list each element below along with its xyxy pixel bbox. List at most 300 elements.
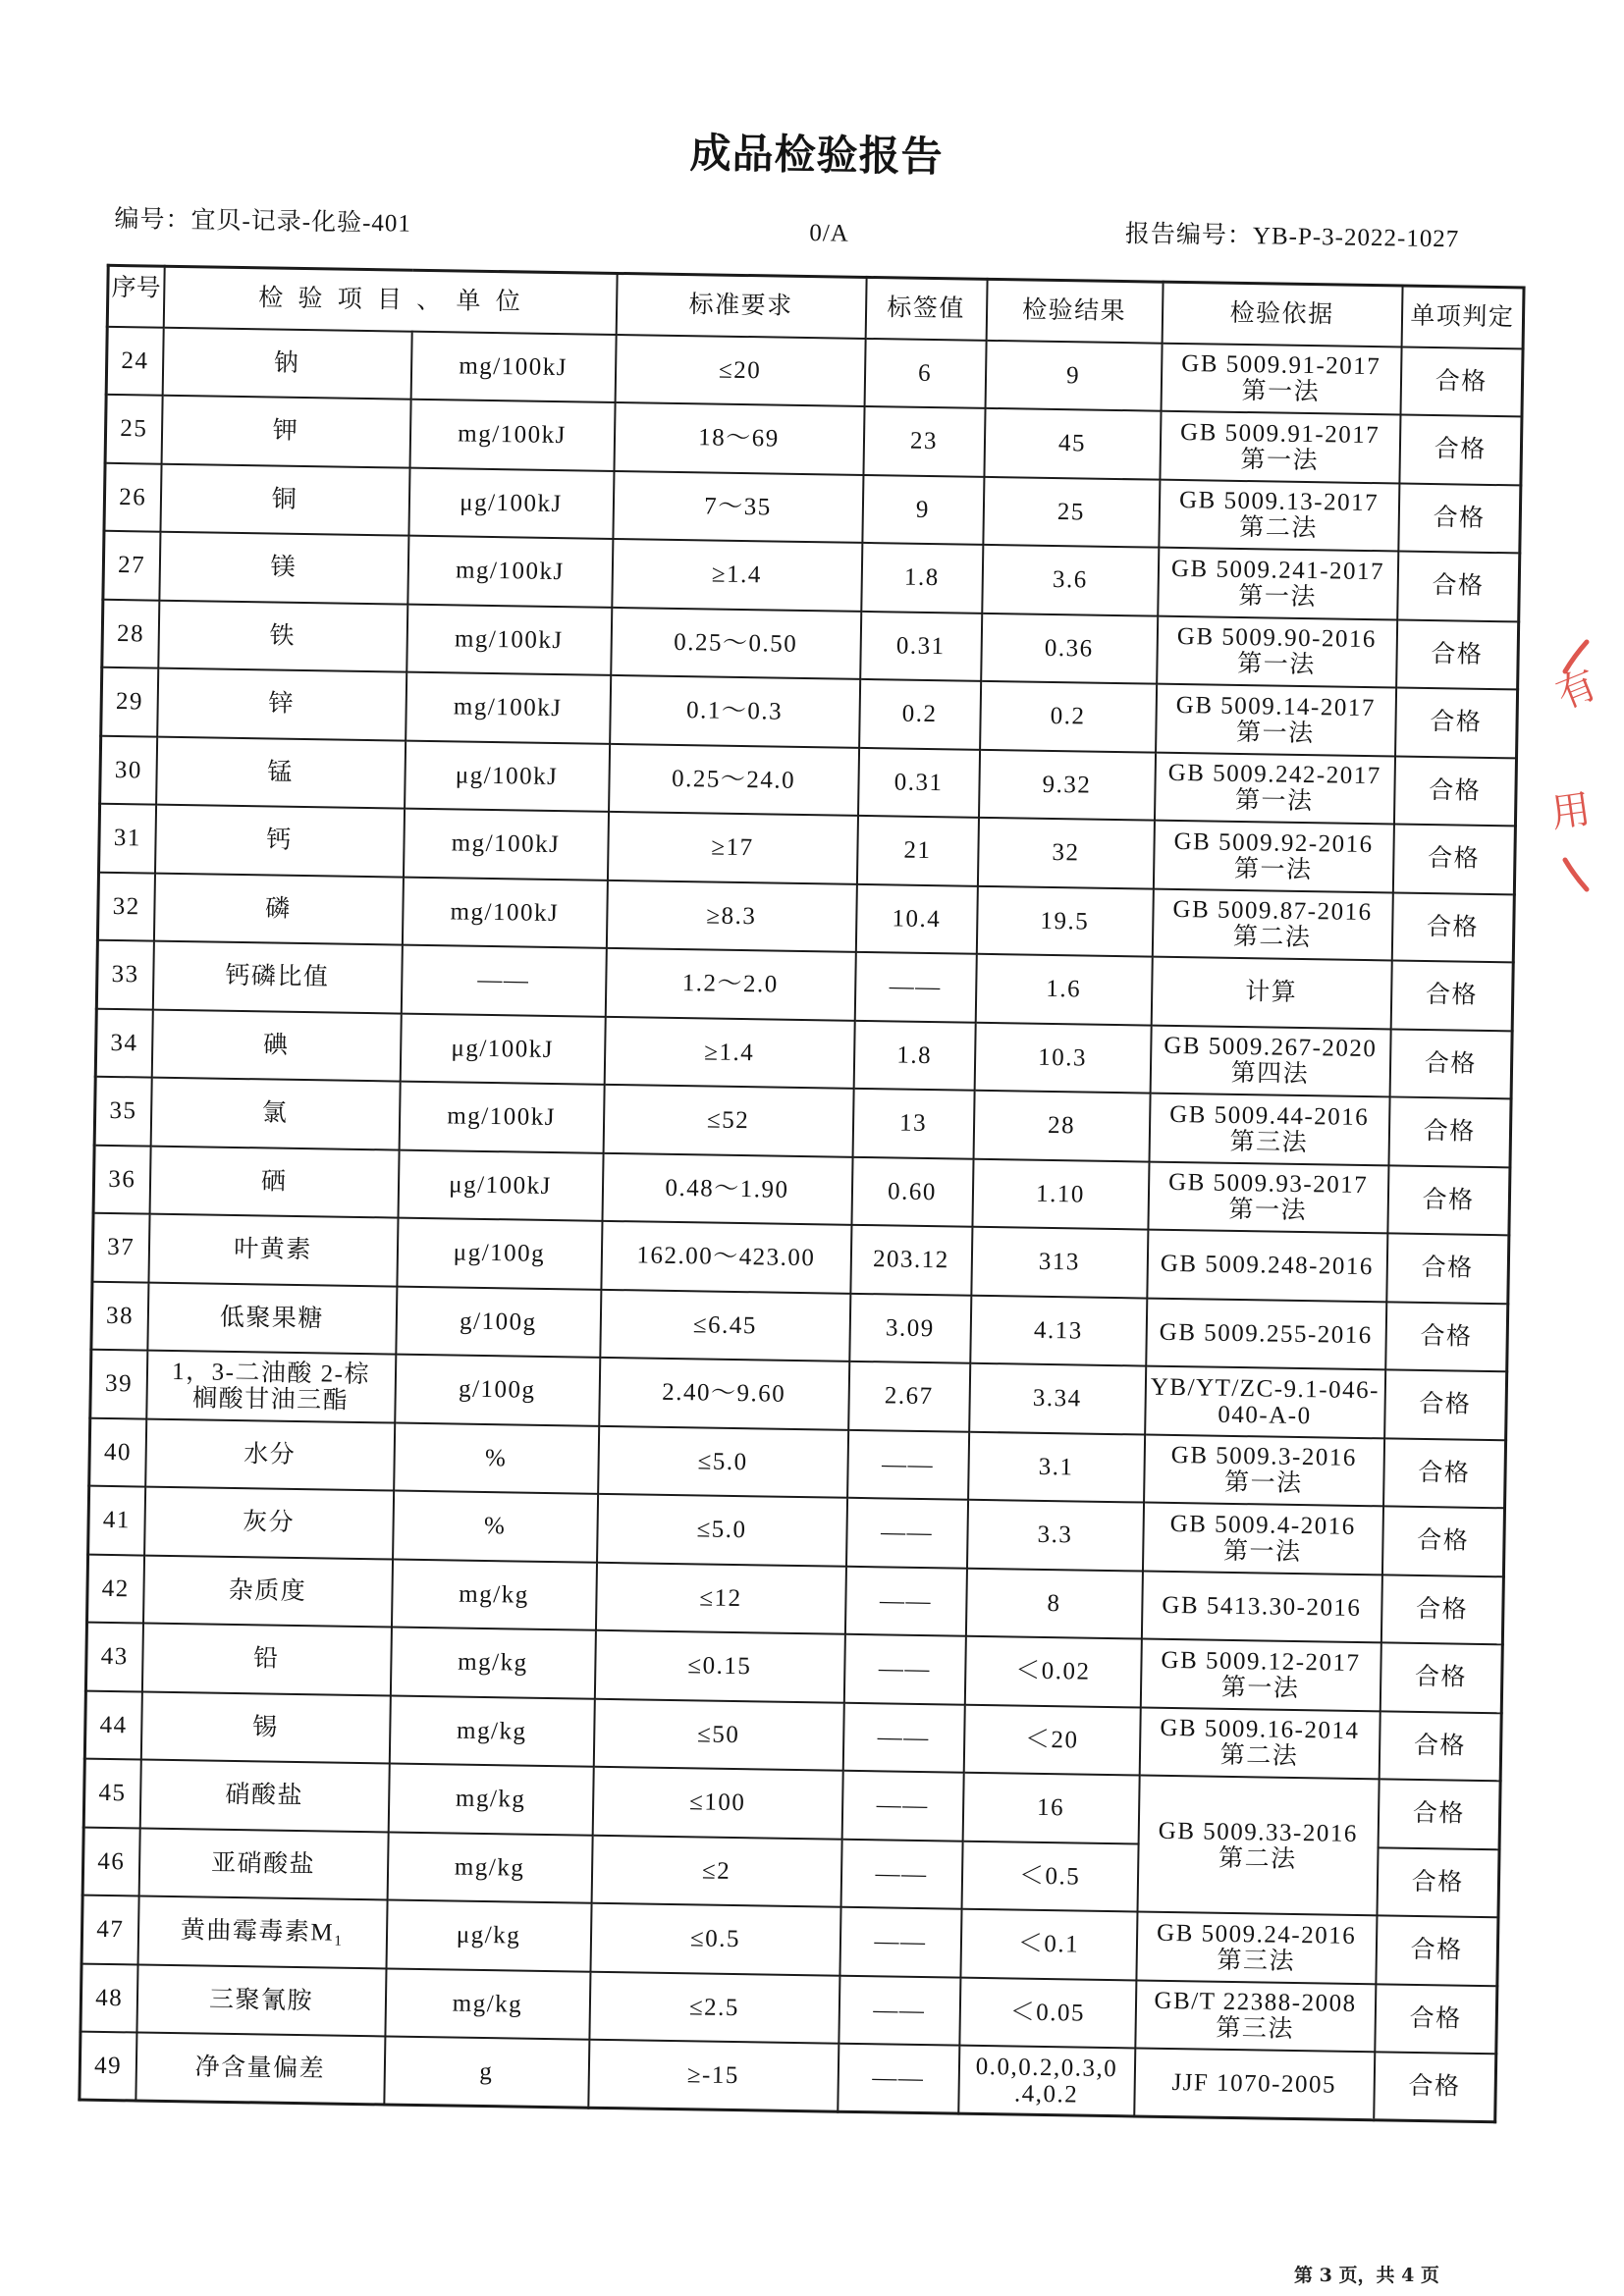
unit-text: mg/100kJ bbox=[455, 557, 565, 586]
seq-cell bbox=[104, 462, 161, 531]
unit-text: % bbox=[484, 1444, 508, 1472]
label-value: —— bbox=[874, 1928, 927, 1956]
unit-cell bbox=[387, 1832, 592, 1903]
standard-cell bbox=[613, 470, 863, 542]
label-value-cell bbox=[839, 1907, 961, 1977]
standard-requirement: 1.2～2.0 bbox=[681, 970, 780, 998]
label-value-cell bbox=[864, 338, 986, 407]
standard-cell bbox=[599, 1358, 849, 1429]
test-method: 第一法 bbox=[1228, 1197, 1308, 1225]
verdict-text: 合格 bbox=[1412, 1800, 1466, 1828]
verdict-cell bbox=[1384, 1369, 1507, 1439]
seq-cell bbox=[89, 1417, 146, 1486]
seq-number: 31 bbox=[113, 825, 142, 852]
seq-number: 25 bbox=[120, 415, 148, 443]
test-result: ＜0.05 bbox=[1009, 1999, 1086, 2027]
item-cell bbox=[139, 1760, 389, 1832]
item-name: 锰 bbox=[267, 759, 295, 786]
test-method: 第一法 bbox=[1220, 1674, 1300, 1702]
label-value-cell bbox=[840, 1839, 962, 1908]
test-method: GB 5009.241-2017 bbox=[1170, 555, 1385, 586]
item-name: 灰分 bbox=[242, 1509, 296, 1537]
verdict-cell bbox=[1385, 1302, 1508, 1371]
test-method: GB 5009.242-2017 bbox=[1167, 760, 1381, 790]
unit-cell bbox=[410, 331, 616, 402]
test-method: GB 5009.16-2014 bbox=[1160, 1715, 1360, 1745]
basis-cell bbox=[1135, 1980, 1376, 2052]
label-value: —— bbox=[877, 1724, 930, 1751]
item-cell bbox=[151, 1009, 401, 1081]
basis-cell bbox=[1150, 1025, 1390, 1096]
label-value: 1.8 bbox=[896, 1041, 933, 1069]
unit-cell bbox=[390, 1628, 595, 1699]
label-value-cell bbox=[853, 1020, 975, 1090]
standard-requirement: ≥17 bbox=[711, 833, 754, 862]
item-cell bbox=[145, 1418, 395, 1490]
result-cell bbox=[985, 340, 1162, 410]
basis-cell bbox=[1136, 1911, 1377, 1983]
seq-number: 28 bbox=[116, 619, 145, 648]
result-cell bbox=[972, 1158, 1149, 1229]
seq-number: 33 bbox=[111, 961, 139, 988]
label-value: 0.2 bbox=[901, 700, 938, 728]
label-value-cell bbox=[847, 1429, 969, 1499]
test-method: GB/T 22388-2008 bbox=[1154, 1988, 1357, 2018]
basis-cell bbox=[1144, 1434, 1384, 1506]
seq-number: 24 bbox=[121, 347, 149, 375]
unit-cell bbox=[389, 1695, 594, 1767]
seq-number: 27 bbox=[117, 552, 146, 579]
report-number-value: YB-P-3-2022-1027 bbox=[1252, 223, 1460, 253]
verdict-text: 合格 bbox=[1426, 913, 1480, 941]
seq-cell bbox=[99, 804, 156, 873]
standard-requirement: ≥1.4 bbox=[704, 1039, 755, 1066]
standard-requirement: 7～35 bbox=[703, 493, 772, 521]
test-result: 1.6 bbox=[1046, 976, 1082, 1003]
seq-cell bbox=[102, 599, 159, 667]
standard-cell bbox=[614, 402, 864, 474]
unit-text: mg/100kJ bbox=[454, 625, 564, 654]
result-cell bbox=[958, 2046, 1135, 2116]
item-name: 黄曲霉毒素M₁ bbox=[180, 1917, 345, 1948]
item-name: 镁 bbox=[270, 554, 298, 582]
standard-cell bbox=[597, 1494, 847, 1566]
unit-cell bbox=[401, 945, 606, 1017]
verdict-text: 合格 bbox=[1414, 1664, 1468, 1691]
standard-cell bbox=[606, 880, 856, 951]
item-name: 磷 bbox=[264, 895, 292, 923]
unit-cell bbox=[398, 1149, 603, 1221]
unit-text: g bbox=[479, 2057, 494, 2086]
seq-cell bbox=[93, 1145, 150, 1213]
basis-cell bbox=[1148, 1161, 1388, 1233]
label-value: 0.31 bbox=[895, 632, 946, 660]
unit-cell bbox=[391, 1559, 596, 1630]
standard-cell bbox=[609, 743, 859, 815]
test-result: 8 bbox=[1047, 1589, 1061, 1617]
unit-text: g/100g bbox=[458, 1375, 536, 1405]
label-value-cell bbox=[850, 1225, 972, 1295]
item-cell bbox=[158, 600, 407, 671]
standard-cell bbox=[592, 1767, 842, 1839]
label-value: 1.8 bbox=[903, 563, 940, 592]
result-cell bbox=[977, 818, 1154, 888]
unit-text: μg/100g bbox=[453, 1239, 546, 1268]
verdict-text: 合格 bbox=[1409, 2004, 1462, 2033]
seq-cell bbox=[82, 1827, 139, 1896]
seq-number: 46 bbox=[97, 1847, 126, 1876]
label-value: —— bbox=[878, 1655, 932, 1683]
test-result: 9.32 bbox=[1042, 771, 1092, 799]
test-method: 第一法 bbox=[1235, 719, 1315, 747]
unit-text: mg/kg bbox=[455, 1785, 526, 1813]
test-result: ＜0.02 bbox=[1015, 1657, 1091, 1685]
verdict-text: 合格 bbox=[1418, 1459, 1471, 1487]
seq-number: 42 bbox=[101, 1575, 131, 1603]
standard-cell bbox=[612, 539, 862, 611]
unit-text: μg/100kJ bbox=[455, 762, 559, 790]
basis-cell bbox=[1160, 411, 1400, 483]
test-result: 3.1 bbox=[1038, 1453, 1074, 1481]
item-name: 亚硝酸盐 bbox=[210, 1849, 316, 1879]
unit-cell bbox=[397, 1218, 602, 1290]
unit-cell bbox=[388, 1763, 593, 1835]
inspection-table bbox=[78, 264, 1525, 2123]
verdict-text: 合格 bbox=[1429, 776, 1482, 805]
standard-cell bbox=[594, 1630, 844, 1702]
seq-cell bbox=[83, 1759, 140, 1828]
unit-cell bbox=[386, 1899, 591, 1971]
test-method: 第三法 bbox=[1217, 1947, 1296, 1975]
seq-number: 34 bbox=[110, 1029, 138, 1057]
test-method: 第一法 bbox=[1223, 1469, 1303, 1498]
item-cell bbox=[144, 1487, 394, 1559]
label-value: 9 bbox=[915, 496, 931, 523]
seq-cell bbox=[91, 1281, 148, 1350]
unit-cell bbox=[394, 1422, 599, 1494]
label-value-cell bbox=[839, 1975, 960, 2045]
unit-text: mg/100kJ bbox=[459, 352, 568, 381]
label-value: —— bbox=[879, 1587, 933, 1615]
verdict-cell bbox=[1389, 1029, 1512, 1098]
header-item-unit: 检 验 项 目 、 单 位 bbox=[163, 266, 617, 334]
basis-cell bbox=[1147, 1230, 1387, 1302]
test-result: 3.6 bbox=[1052, 566, 1088, 594]
standard-cell bbox=[600, 1289, 850, 1361]
unit-text: μg/100kJ bbox=[451, 1035, 555, 1063]
basis-cell bbox=[1140, 1639, 1380, 1711]
label-value: 13 bbox=[898, 1109, 928, 1138]
item-cell bbox=[152, 941, 402, 1013]
item-cell bbox=[141, 1624, 391, 1695]
test-method: GB 5009.92-2016 bbox=[1173, 828, 1374, 858]
report-sheet bbox=[78, 117, 1525, 2131]
test-method: GB 5009.13-2017 bbox=[1178, 487, 1380, 517]
record-number-value: 宜贝-记录-化验-401 bbox=[190, 207, 412, 238]
unit-cell bbox=[406, 672, 611, 744]
header-label-value: 标签值 bbox=[865, 277, 987, 340]
test-result: 9 bbox=[1065, 361, 1081, 390]
item-name: 净含量偏差 bbox=[194, 2054, 326, 2083]
test-method: 第二法 bbox=[1232, 924, 1312, 952]
verdict-text: 合格 bbox=[1434, 436, 1487, 464]
item-cell bbox=[137, 1896, 387, 1968]
standard-requirement: ≤20 bbox=[718, 356, 762, 385]
test-method: 第二法 bbox=[1218, 1844, 1297, 1873]
seq-cell bbox=[84, 1690, 141, 1759]
label-value-cell bbox=[861, 543, 983, 613]
test-result: 3.3 bbox=[1037, 1522, 1073, 1549]
result-cell bbox=[982, 545, 1159, 615]
standard-requirement: ≤0.5 bbox=[689, 1925, 741, 1953]
standard-cell bbox=[607, 812, 857, 883]
basis-cell bbox=[1145, 1366, 1385, 1438]
item-name: 杂质度 bbox=[228, 1576, 307, 1605]
standard-cell bbox=[589, 1971, 839, 2043]
verdict-text: 合格 bbox=[1425, 982, 1479, 1010]
record-number bbox=[114, 205, 411, 240]
result-cell bbox=[976, 885, 1153, 956]
label-value: 21 bbox=[903, 836, 932, 865]
unit-cell bbox=[403, 809, 608, 881]
unit-cell bbox=[402, 877, 607, 948]
verdict-text: 合格 bbox=[1408, 2072, 1461, 2101]
standard-requirement: ≥8.3 bbox=[706, 902, 757, 931]
verdict-text: 合格 bbox=[1420, 1322, 1473, 1351]
test-method: YB/YT/ZC-9.1-046- bbox=[1150, 1373, 1380, 1405]
test-method: 第一法 bbox=[1238, 582, 1318, 611]
seq-number: 43 bbox=[100, 1643, 129, 1671]
header-seq: 序号 bbox=[107, 265, 164, 327]
test-result: 28 bbox=[1047, 1112, 1076, 1140]
label-value-cell bbox=[843, 1634, 965, 1704]
verdict-cell bbox=[1399, 414, 1522, 484]
item-name: 锌 bbox=[268, 690, 296, 719]
result-cell bbox=[979, 749, 1156, 820]
basis-cell bbox=[1157, 615, 1397, 687]
report-number bbox=[1125, 220, 1460, 254]
basis-cell bbox=[1158, 548, 1398, 619]
test-method: GB 5009.14-2017 bbox=[1175, 691, 1377, 721]
standard-requirement: 2.40～9.60 bbox=[662, 1379, 786, 1409]
test-result: 25 bbox=[1056, 498, 1086, 526]
item-cell bbox=[147, 1282, 397, 1354]
seq-number: 45 bbox=[98, 1780, 127, 1807]
standard-cell bbox=[588, 2040, 839, 2111]
unit-text: —— bbox=[477, 967, 530, 994]
label-value-cell bbox=[842, 1702, 964, 1772]
standard-requirement: ≤0.15 bbox=[687, 1652, 752, 1681]
item-name: 铁 bbox=[269, 622, 297, 650]
unit-text: μg/kg bbox=[456, 1921, 521, 1949]
item-name: 钾 bbox=[272, 417, 299, 446]
test-method: GB 5009.33-2016 bbox=[1158, 1817, 1359, 1847]
unit-text: mg/100kJ bbox=[453, 693, 563, 722]
unit-cell bbox=[405, 740, 610, 812]
label-value-cell bbox=[852, 1089, 974, 1158]
verdict-cell bbox=[1386, 1233, 1509, 1303]
seq-cell bbox=[80, 2032, 136, 2101]
test-method: 040-A-0 bbox=[1218, 1401, 1312, 1429]
item-cell bbox=[140, 1691, 390, 1763]
seq-cell bbox=[81, 1963, 137, 2032]
standard-cell bbox=[602, 1152, 852, 1224]
test-method: GB 5009.87-2016 bbox=[1172, 896, 1373, 927]
standard-cell bbox=[598, 1425, 848, 1497]
test-method: GB 5009.91-2017 bbox=[1181, 350, 1381, 381]
test-method: GB 5009.248-2016 bbox=[1160, 1251, 1375, 1281]
verdict-cell bbox=[1383, 1438, 1506, 1508]
unit-cell bbox=[408, 467, 614, 539]
test-method: 第一法 bbox=[1240, 446, 1320, 474]
unit-cell bbox=[399, 1082, 604, 1153]
verdict-text: 合格 bbox=[1419, 1391, 1472, 1419]
basis-cell bbox=[1161, 343, 1401, 414]
standard-requirement: 162.00～423.00 bbox=[636, 1242, 816, 1272]
label-value-cell bbox=[863, 406, 985, 476]
standard-cell bbox=[593, 1698, 843, 1770]
item-name: 铜 bbox=[271, 486, 298, 513]
test-method: 第一法 bbox=[1233, 855, 1313, 883]
result-cell bbox=[975, 954, 1152, 1025]
standard-cell bbox=[610, 675, 860, 747]
verdict-cell bbox=[1388, 1096, 1511, 1166]
test-method: 第一法 bbox=[1241, 378, 1321, 406]
standard-cell bbox=[605, 948, 855, 1020]
seq-number: 39 bbox=[104, 1370, 134, 1398]
verdict-cell bbox=[1392, 824, 1515, 893]
standard-requirement: ≤100 bbox=[688, 1789, 746, 1817]
test-method: JJF 1070-2005 bbox=[1171, 2069, 1337, 2099]
test-method: GB 5009.93-2017 bbox=[1167, 1169, 1369, 1200]
verdict-cell bbox=[1374, 2052, 1496, 2121]
unit-cell bbox=[406, 604, 612, 675]
verdict-cell bbox=[1396, 619, 1519, 689]
label-value: —— bbox=[875, 1860, 928, 1888]
verdict-cell bbox=[1390, 960, 1513, 1030]
verdict-text: 合格 bbox=[1411, 1868, 1464, 1896]
result-cell bbox=[968, 1431, 1145, 1502]
test-method: GB 5009.255-2016 bbox=[1159, 1318, 1374, 1349]
item-name: 硝酸盐 bbox=[225, 1782, 304, 1810]
test-method: GB 5009.90-2016 bbox=[1176, 623, 1378, 654]
red-seal-fragment bbox=[1538, 628, 1624, 903]
unit-cell bbox=[384, 2036, 589, 2108]
label-value: 23 bbox=[909, 427, 939, 455]
verdict-cell bbox=[1380, 1642, 1502, 1712]
seq-number: 30 bbox=[114, 756, 143, 784]
verdict-cell bbox=[1380, 1575, 1503, 1644]
unit-cell bbox=[407, 536, 613, 608]
seq-number: 49 bbox=[93, 2052, 123, 2080]
test-result: 0.2 bbox=[1050, 703, 1086, 730]
item-cell bbox=[159, 532, 408, 604]
seq-number: 32 bbox=[112, 892, 140, 921]
verdict-text: 合格 bbox=[1413, 1732, 1467, 1760]
seq-number: 38 bbox=[105, 1302, 135, 1330]
verdict-text: 合格 bbox=[1433, 504, 1486, 532]
seq-cell bbox=[105, 395, 162, 463]
seq-cell bbox=[97, 872, 154, 940]
verdict-text: 合格 bbox=[1421, 1255, 1474, 1283]
verdict-text: 合格 bbox=[1417, 1527, 1470, 1555]
verdict-text: 合格 bbox=[1410, 1937, 1463, 1964]
test-method: GB 5009.44-2016 bbox=[1169, 1100, 1370, 1131]
standard-cell bbox=[604, 1016, 854, 1088]
item-cell bbox=[135, 2032, 385, 2104]
record-number-label: 编号： bbox=[114, 205, 191, 235]
item-cell bbox=[149, 1146, 399, 1217]
unit-text: μg/100kJ bbox=[459, 489, 563, 517]
item-name: 锡 bbox=[251, 1714, 279, 1741]
test-method: 第一法 bbox=[1237, 651, 1316, 679]
verdict-text: 合格 bbox=[1427, 845, 1481, 874]
unit-text: mg/100kJ bbox=[450, 898, 560, 927]
item-name: 碘 bbox=[262, 1032, 290, 1059]
seq-number: 44 bbox=[99, 1711, 128, 1739]
test-method: 第四法 bbox=[1230, 1060, 1310, 1089]
verdict-text: 合格 bbox=[1424, 1049, 1478, 1078]
seq-cell bbox=[90, 1350, 147, 1418]
standard-requirement: 0.25～24.0 bbox=[671, 765, 796, 794]
unit-text: g/100g bbox=[459, 1308, 537, 1336]
standard-requirement: ≤6.45 bbox=[692, 1311, 758, 1340]
test-result: 10.3 bbox=[1038, 1043, 1088, 1072]
result-cell bbox=[980, 681, 1157, 752]
label-value: 6 bbox=[917, 359, 933, 387]
test-method: 第一法 bbox=[1222, 1537, 1302, 1566]
header-basis: 检验依据 bbox=[1162, 282, 1402, 347]
seq-number: 37 bbox=[107, 1234, 135, 1261]
test-result: 19.5 bbox=[1040, 907, 1090, 935]
label-value: 10.4 bbox=[892, 905, 942, 933]
verdict-text: 合格 bbox=[1430, 709, 1483, 737]
item-name: 水分 bbox=[243, 1440, 297, 1468]
verdict-text: 合格 bbox=[1415, 1595, 1469, 1624]
standard-requirement: 0.25～0.50 bbox=[674, 628, 798, 658]
label-value-cell bbox=[846, 1498, 968, 1568]
label-value: 203.12 bbox=[872, 1246, 950, 1274]
result-cell bbox=[961, 1841, 1138, 1911]
result-cell bbox=[960, 1909, 1137, 1980]
test-result: 313 bbox=[1038, 1249, 1081, 1276]
standard-requirement: 0.48～1.90 bbox=[665, 1174, 789, 1203]
standard-cell bbox=[615, 334, 865, 405]
result-cell bbox=[965, 1568, 1142, 1638]
label-value-cell bbox=[855, 883, 977, 953]
verdict-cell bbox=[1393, 756, 1516, 826]
test-result: ＜0.5 bbox=[1018, 1862, 1081, 1891]
basis-cell bbox=[1139, 1707, 1380, 1779]
version-label: 0/A bbox=[809, 220, 850, 247]
standard-requirement: 0.1～0.3 bbox=[685, 697, 784, 725]
test-result: 3.34 bbox=[1032, 1384, 1082, 1413]
test-method: GB 5009.3-2016 bbox=[1170, 1442, 1358, 1472]
page-footer: 第 3 页，共 4 页 bbox=[1294, 2265, 1439, 2286]
verdict-cell bbox=[1397, 551, 1520, 620]
seq-number: 48 bbox=[95, 1984, 124, 2012]
verdict-cell bbox=[1398, 483, 1521, 553]
standard-requirement: ≤50 bbox=[696, 1721, 740, 1748]
label-value-cell bbox=[851, 1156, 973, 1226]
item-cell bbox=[146, 1351, 396, 1422]
unit-text: mg/kg bbox=[454, 1853, 525, 1882]
seq-cell bbox=[88, 1486, 145, 1555]
result-cell bbox=[974, 1022, 1151, 1093]
seq-cell bbox=[92, 1213, 149, 1282]
standard-requirement: ≤2.5 bbox=[688, 1994, 740, 2021]
report-number-label: 报告编号： bbox=[1124, 221, 1254, 250]
